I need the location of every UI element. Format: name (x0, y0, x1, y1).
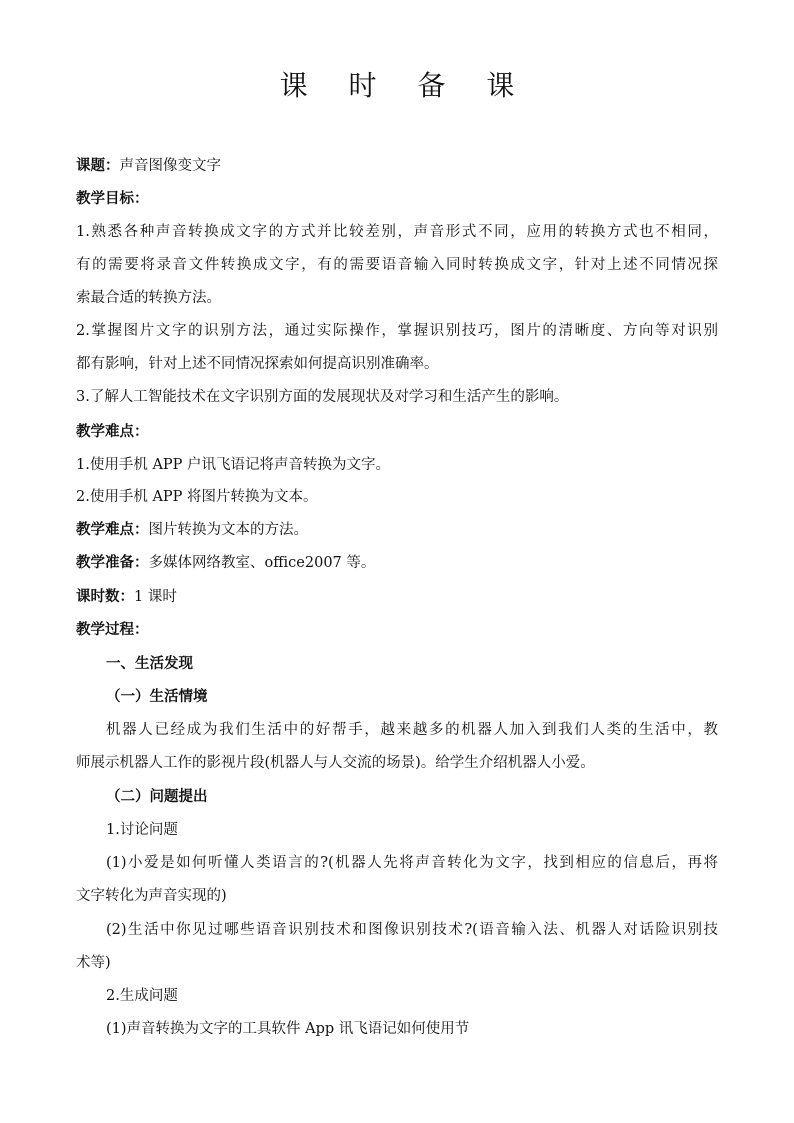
hours-line (76, 587, 177, 607)
prep-line (76, 553, 375, 573)
paragraph-1-line-2: 师展示机器人工作的影视片段(机器人与人交流的场景)。给学生介绍机器人小爱。 (76, 755, 595, 771)
goal-3: 3.了解人工智能技术在文字识别方面的发展现状及对学习和生活产生的影响。 (76, 389, 569, 405)
question-1a-line-1: (1)小爱是如何听懂人类语言的?(机器人先将声音转化为文字，找到相应的信息后，再将 (106, 855, 718, 871)
section-1a-heading: （一）生活情境 (106, 688, 208, 705)
topic-line (76, 156, 221, 176)
paragraph-1-line-1: 机器人已经成为我们生活中的好帮手，越来越多的机器人加入到我们人类的生活中，教 (106, 722, 718, 738)
hours-value: 1 课时 (134, 589, 177, 605)
goal-1-line-3: 索最合适的转换方法。 (76, 290, 221, 306)
question-2a: (1)声音转换为文字的工具软件 App 讯飞语记如何使用节 (106, 1021, 470, 1037)
section-1-heading: 一、生活发现 (106, 655, 193, 672)
difficulty-1: 1.使用手机 APP 户讯飞语记将声音转换为文字。 (76, 457, 391, 473)
question-1a-line-2: 文字转化为声音实现的) (76, 888, 227, 904)
prep-label: 教学准备： (76, 554, 149, 571)
section-1b-heading: （二）问题提出 (106, 788, 208, 805)
topic-label: 课题： (76, 157, 120, 174)
question-1-heading: 1.讨论问题 (106, 822, 178, 838)
key-point-line (76, 520, 308, 540)
goals-heading: 教学目标： (76, 190, 149, 207)
prep-value: 多媒体网络教室、office2007 等。 (148, 555, 376, 571)
goal-1-line-1: 1.熟悉各种声音转换成文字的方式并比较差别，声音形式不同，应用的转换方式也不相同， (76, 224, 718, 240)
question-1b-line-2: 术等) (76, 955, 111, 971)
difficulty-2: 2.使用手机 APP 将图片转换为文本。 (76, 489, 318, 505)
process-heading: 教学过程： (76, 621, 149, 638)
goal-2-line-1: 2.掌握图片文字的识别方法，通过实际操作，掌握识别技巧，图片的清晰度、方向等对识别 (76, 323, 718, 339)
key-point-value: 图片转换为文本的方法。 (148, 522, 308, 538)
question-2-heading: 2.生成问题 (106, 988, 178, 1004)
difficulty-heading: 教学难点： (76, 423, 149, 440)
goal-2-line-2: 都有影响，针对上述不同情况探索如何提高识别准确率。 (76, 356, 439, 372)
topic-value: 声音图像变文字 (119, 158, 221, 174)
question-1b-line-1: (2)生活中你见过哪些语音识别技术和图像识别技术?(语音输入法、机器人对话险识别技 (106, 922, 718, 938)
goal-1-line-2: 有的需要将录音文件转换成文字，有的需要语音输入同时转换成文字，针对上述不同情况探 (76, 257, 718, 273)
hours-label: 课时数： (76, 588, 134, 605)
page-title: 课 时 备 课 (279, 69, 531, 102)
key-point-label: 教学难点： (76, 521, 149, 538)
